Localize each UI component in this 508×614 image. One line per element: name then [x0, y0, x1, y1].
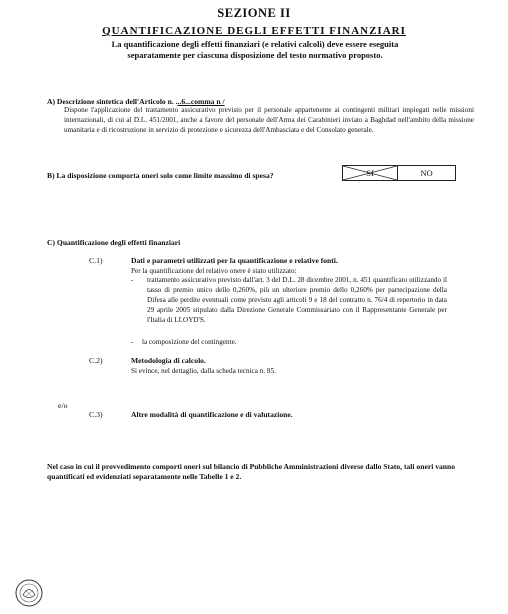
- option-si: [343, 166, 398, 180]
- page-title: QUANTIFICAZIONE DEGLI EFFETTI FINANZIARI: [102, 25, 406, 37]
- option-no: NO: [420, 168, 433, 178]
- yes-no-box: [342, 165, 456, 181]
- c1-title: Dati e parametri utilizzati per la quantificazione e relative fonti.: [131, 256, 338, 265]
- option-si-label: SI: [366, 168, 374, 178]
- c1-intro: Per la quantificazione del relativo onere è stato utilizzato:: [131, 267, 297, 275]
- section-a-prefix: A) Descrizione sintetica dell'Articolo n. .: [47, 97, 178, 106]
- section-heading: SEZIONE II: [217, 6, 291, 20]
- bullet-1-text: trattamento assicurativo previsto dall'art. 3 del D.L. 28 dicembre 2001, n. 451 quantificato utilizzando il tasso di premio unico dello 0,260%, più un ulteriore premio dello 0,260% per partecipazione della Difesa alle perdite eventuali come previsto agli articoli 9 e 18 del contratto n. 76/4 di repertorio in data 29 aprile 2005 stipulato dalla Direzione Generale Commissariato con il Rappresentante Generale per l'Italia di LLOYD'S.: [147, 276, 447, 324]
- article-number: ..6...: [177, 97, 191, 106]
- bullet-2-mark: -: [131, 338, 134, 346]
- c3-label: C.3): [89, 410, 103, 419]
- section-b-label: B) La disposizione comporta oneri solo come limite massimo di spesa?: [47, 171, 274, 180]
- and-or-label: e/o: [58, 401, 68, 410]
- bullet-1-mark: -: [131, 276, 134, 284]
- c2-title: Metodologia di calcolo.: [131, 356, 206, 365]
- section-a-suffix: comma n /: [190, 97, 225, 106]
- intro-line-2: separatamente per ciascuna disposizione del testo normativo proposto.: [127, 50, 383, 60]
- c1-label: C.1): [89, 256, 103, 265]
- intro-text: [70, 39, 440, 61]
- footer-note: Nel caso in cui il provvedimento comporti oneri sul bilancio di Pubbliche Amministrazioni diverse dallo Stato, tali oneri vanno quantificati ed evidenziati separatamente nelle Tabelle 1 e 2.: [47, 462, 456, 481]
- bullet-2-text: la composizione del contingente.: [142, 338, 237, 346]
- c3-title: Altre modalità di quantificazione e di valutazione.: [131, 410, 293, 419]
- section-c-label: C) Quantificazione degli effetti finanziari: [47, 238, 181, 247]
- c2-label: C.2): [89, 356, 103, 365]
- stamp-seal-icon: [14, 578, 44, 613]
- intro-line-1: La quantificazione degli effetti finanziari (e relativi calcoli) deve essere eseguita: [111, 39, 399, 49]
- section-a-body: Dispone l'applicazione del trattamento assicurativo previsto per il personale appartenente ai contingenti militari impiegati nelle missioni internazionali, di cui al D.L. 451/2001, anche a favore del personale dell'Arma dei Carabinieri inviato a Baghdad nell'ambito della missione umanitaria e di ricostruzione in servizio di protezione e sicurezza dell'Ambasciata e del Consolato generale.: [64, 106, 474, 134]
- c2-body: Si evince, nel dettaglio, dalla scheda tecnica n. 85.: [131, 367, 276, 375]
